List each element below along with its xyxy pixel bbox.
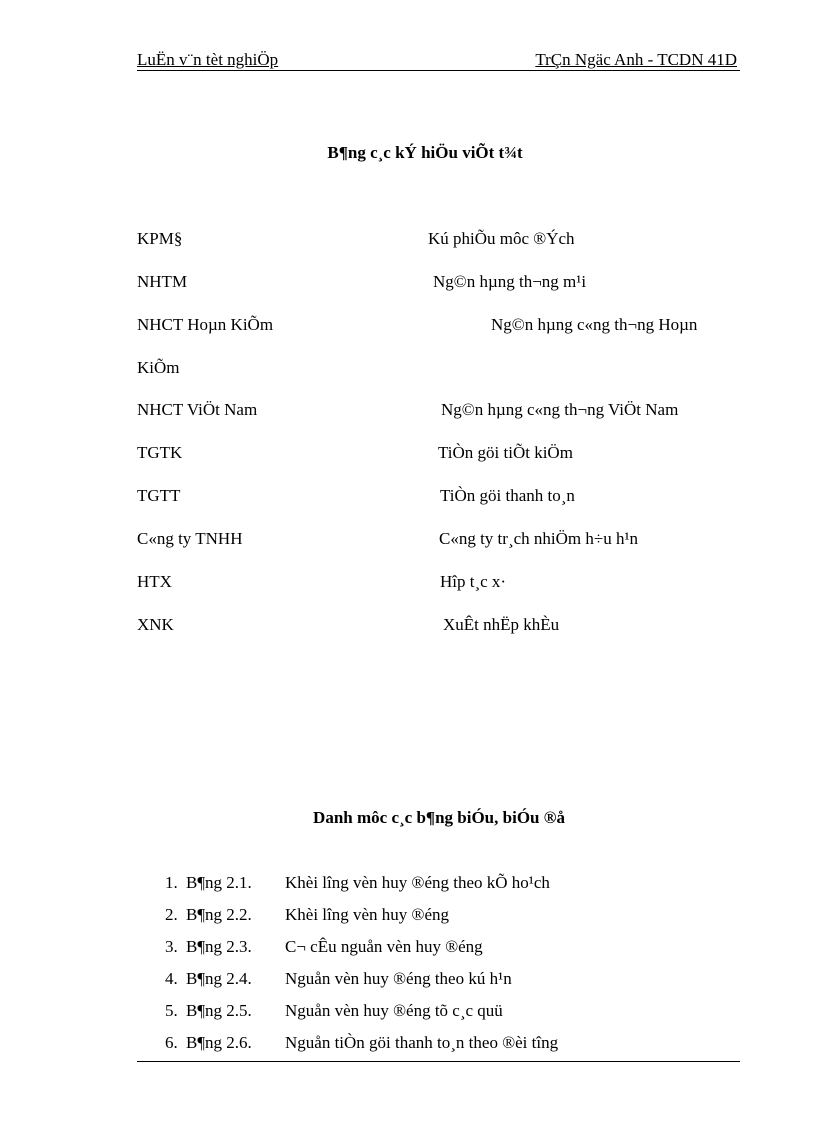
page-header bbox=[137, 49, 740, 71]
list-item-description: Khèi lîng vèn huy ®éng theo kÕ ho¹ch bbox=[285, 873, 550, 892]
list-item-label: B¶ng 2.1. bbox=[186, 873, 252, 892]
header-divider bbox=[137, 70, 740, 71]
abbr-meaning: XuÊt nhËp khÈu bbox=[443, 615, 560, 634]
abbr-meaning: C«ng ty tr¸ch nhiÖm h÷u h¹n bbox=[439, 529, 639, 548]
list-item bbox=[0, 936, 816, 958]
abbr-meaning: Ng©n hµng th¬ng m¹i bbox=[433, 272, 587, 291]
list-item bbox=[0, 1000, 816, 1022]
footer-divider bbox=[137, 1061, 740, 1062]
abbr-term: NHTM bbox=[137, 272, 188, 291]
list-item-number: 1. bbox=[165, 873, 178, 892]
header-thesis-title: LuËn v¨n tèt nghiÖp bbox=[137, 50, 279, 69]
list-item-description: Khèi lîng vèn huy ®éng bbox=[285, 905, 449, 924]
list-item-label: B¶ng 2.3. bbox=[186, 937, 252, 956]
list-item-number: 4. bbox=[165, 969, 178, 988]
list-item-description: Nguån tiÒn göi thanh to¸n theo ®èi tîng bbox=[285, 1033, 559, 1052]
abbr-term: HTX bbox=[137, 572, 172, 591]
list-item-label: B¶ng 2.4. bbox=[186, 969, 252, 988]
abbr-meaning: Kú phiÕu môc ®Ých bbox=[428, 229, 575, 248]
abbr-term: KiÕm bbox=[137, 358, 180, 377]
abbr-meaning: Ng©n hµng c«ng th¬ng Hoµn bbox=[491, 315, 698, 334]
list-item bbox=[0, 904, 816, 926]
list-item bbox=[0, 872, 816, 894]
header-author: TrÇn Ngäc Anh - TCDN 41D bbox=[535, 50, 737, 69]
abbr-term: TGTK bbox=[137, 443, 183, 462]
list-item-number: 3. bbox=[165, 937, 178, 956]
list-item-description: C¬ cÊu nguån vèn huy ®éng bbox=[285, 937, 483, 956]
abbr-term: NHCT Hoµn KiÕm bbox=[137, 315, 274, 334]
list-item-label: B¶ng 2.6. bbox=[186, 1033, 252, 1052]
abbr-meaning: Hîp t¸c x· bbox=[440, 572, 507, 591]
abbr-term: C«ng ty TNHH bbox=[137, 529, 243, 548]
abbreviations-title: B¶ng c¸c kÝ hiÖu viÕt t¾t bbox=[327, 143, 523, 162]
list-item-description: Nguån vèn huy ®éng theo kú h¹n bbox=[285, 969, 512, 988]
list-item-number: 5. bbox=[165, 1001, 178, 1020]
list-item-label: B¶ng 2.2. bbox=[186, 905, 252, 924]
abbr-term: TGTT bbox=[137, 486, 181, 505]
abbr-term: KPM§ bbox=[137, 229, 183, 248]
abbr-term: NHCT ViÖt Nam bbox=[137, 400, 258, 419]
list-item bbox=[0, 1032, 816, 1054]
list-item-label: B¶ng 2.5. bbox=[186, 1001, 252, 1020]
list-item bbox=[0, 968, 816, 990]
abbr-meaning: TiÒn göi thanh to¸n bbox=[440, 486, 575, 505]
abbr-meaning: Ng©n hµng c«ng th¬ng ViÖt Nam bbox=[441, 400, 679, 419]
tables-list-title: Danh môc c¸c b¶ng biÓu, biÓu ®å bbox=[313, 808, 565, 827]
abbr-meaning: TiÒn göi tiÕt kiÖm bbox=[438, 443, 573, 462]
list-item-number: 6. bbox=[165, 1033, 178, 1052]
list-item-description: Nguån vèn huy ®éng tõ c¸c quü bbox=[285, 1001, 503, 1020]
list-item-number: 2. bbox=[165, 905, 178, 924]
abbr-term: XNK bbox=[137, 615, 174, 634]
